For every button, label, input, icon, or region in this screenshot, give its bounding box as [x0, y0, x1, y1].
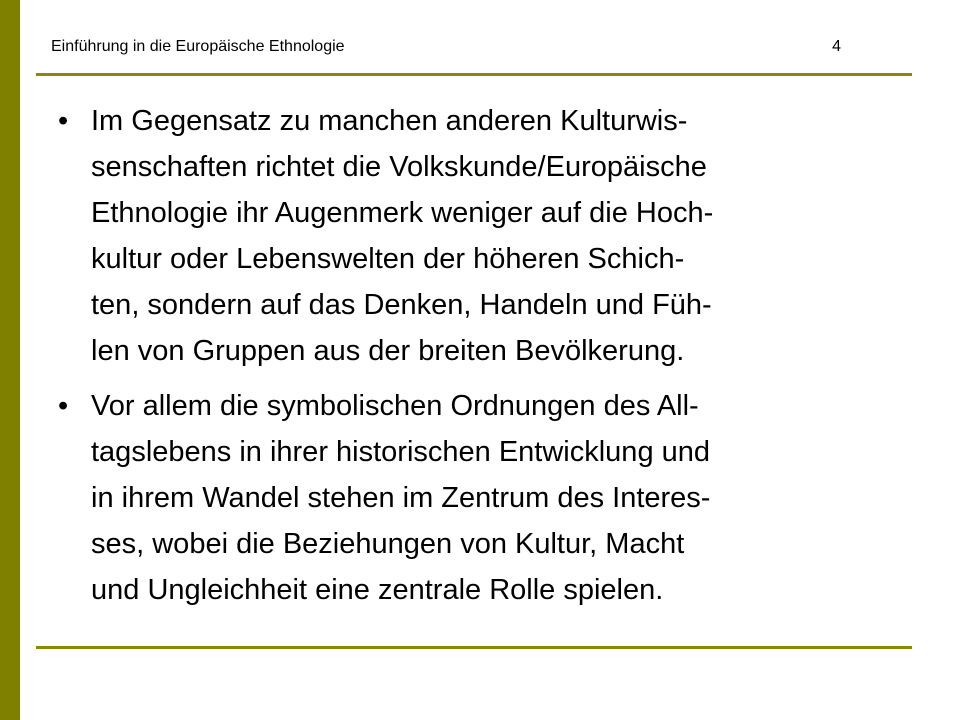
- bullet-text-line: senschaften richtet die Volkskunde/Europäische: [91, 151, 707, 183]
- bullet-dot-icon: •: [58, 105, 69, 137]
- bullet-item: [58, 383, 908, 613]
- bullet-text-line: Ethnologie ihr Augenmerk weniger auf die Hoch-: [91, 197, 714, 229]
- bullet-text-line: und Ungleichheit eine zentrale Rolle spielen.: [91, 574, 664, 606]
- header-divider: [36, 73, 912, 76]
- bullet-text-line: in ihrem Wandel stehen im Zentrum des Interes-: [91, 482, 711, 514]
- left-accent-bar: [0, 0, 20, 720]
- bullet-text-line: tagslebens in ihrer historischen Entwicklung und: [91, 436, 711, 468]
- header-title: Einführung in die Europäische Ethnologie: [51, 38, 345, 55]
- bullet-text-line: ses, wobei die Beziehungen von Kultur, Macht: [91, 528, 685, 560]
- bullet-text-line: Im Gegensatz zu manchen anderen Kulturwis-: [91, 105, 688, 137]
- bullet-text-line: kultur oder Lebenswelten der höheren Schich-: [91, 243, 685, 275]
- bullet-text-line: Vor allem die symbolischen Ordnungen des All-: [91, 390, 699, 422]
- bullet-dot-icon: •: [58, 390, 69, 422]
- bullet-text-line: ten, sondern auf das Denken, Handeln und Füh-: [91, 289, 712, 321]
- bullet-text-line: len von Gruppen aus der breiten Bevölkerung.: [91, 335, 685, 367]
- footer-divider: [36, 646, 912, 649]
- bullet-item: [58, 98, 908, 374]
- slide-content: [58, 98, 908, 622]
- page-number: 4: [832, 38, 841, 55]
- slide-header: [51, 35, 841, 59]
